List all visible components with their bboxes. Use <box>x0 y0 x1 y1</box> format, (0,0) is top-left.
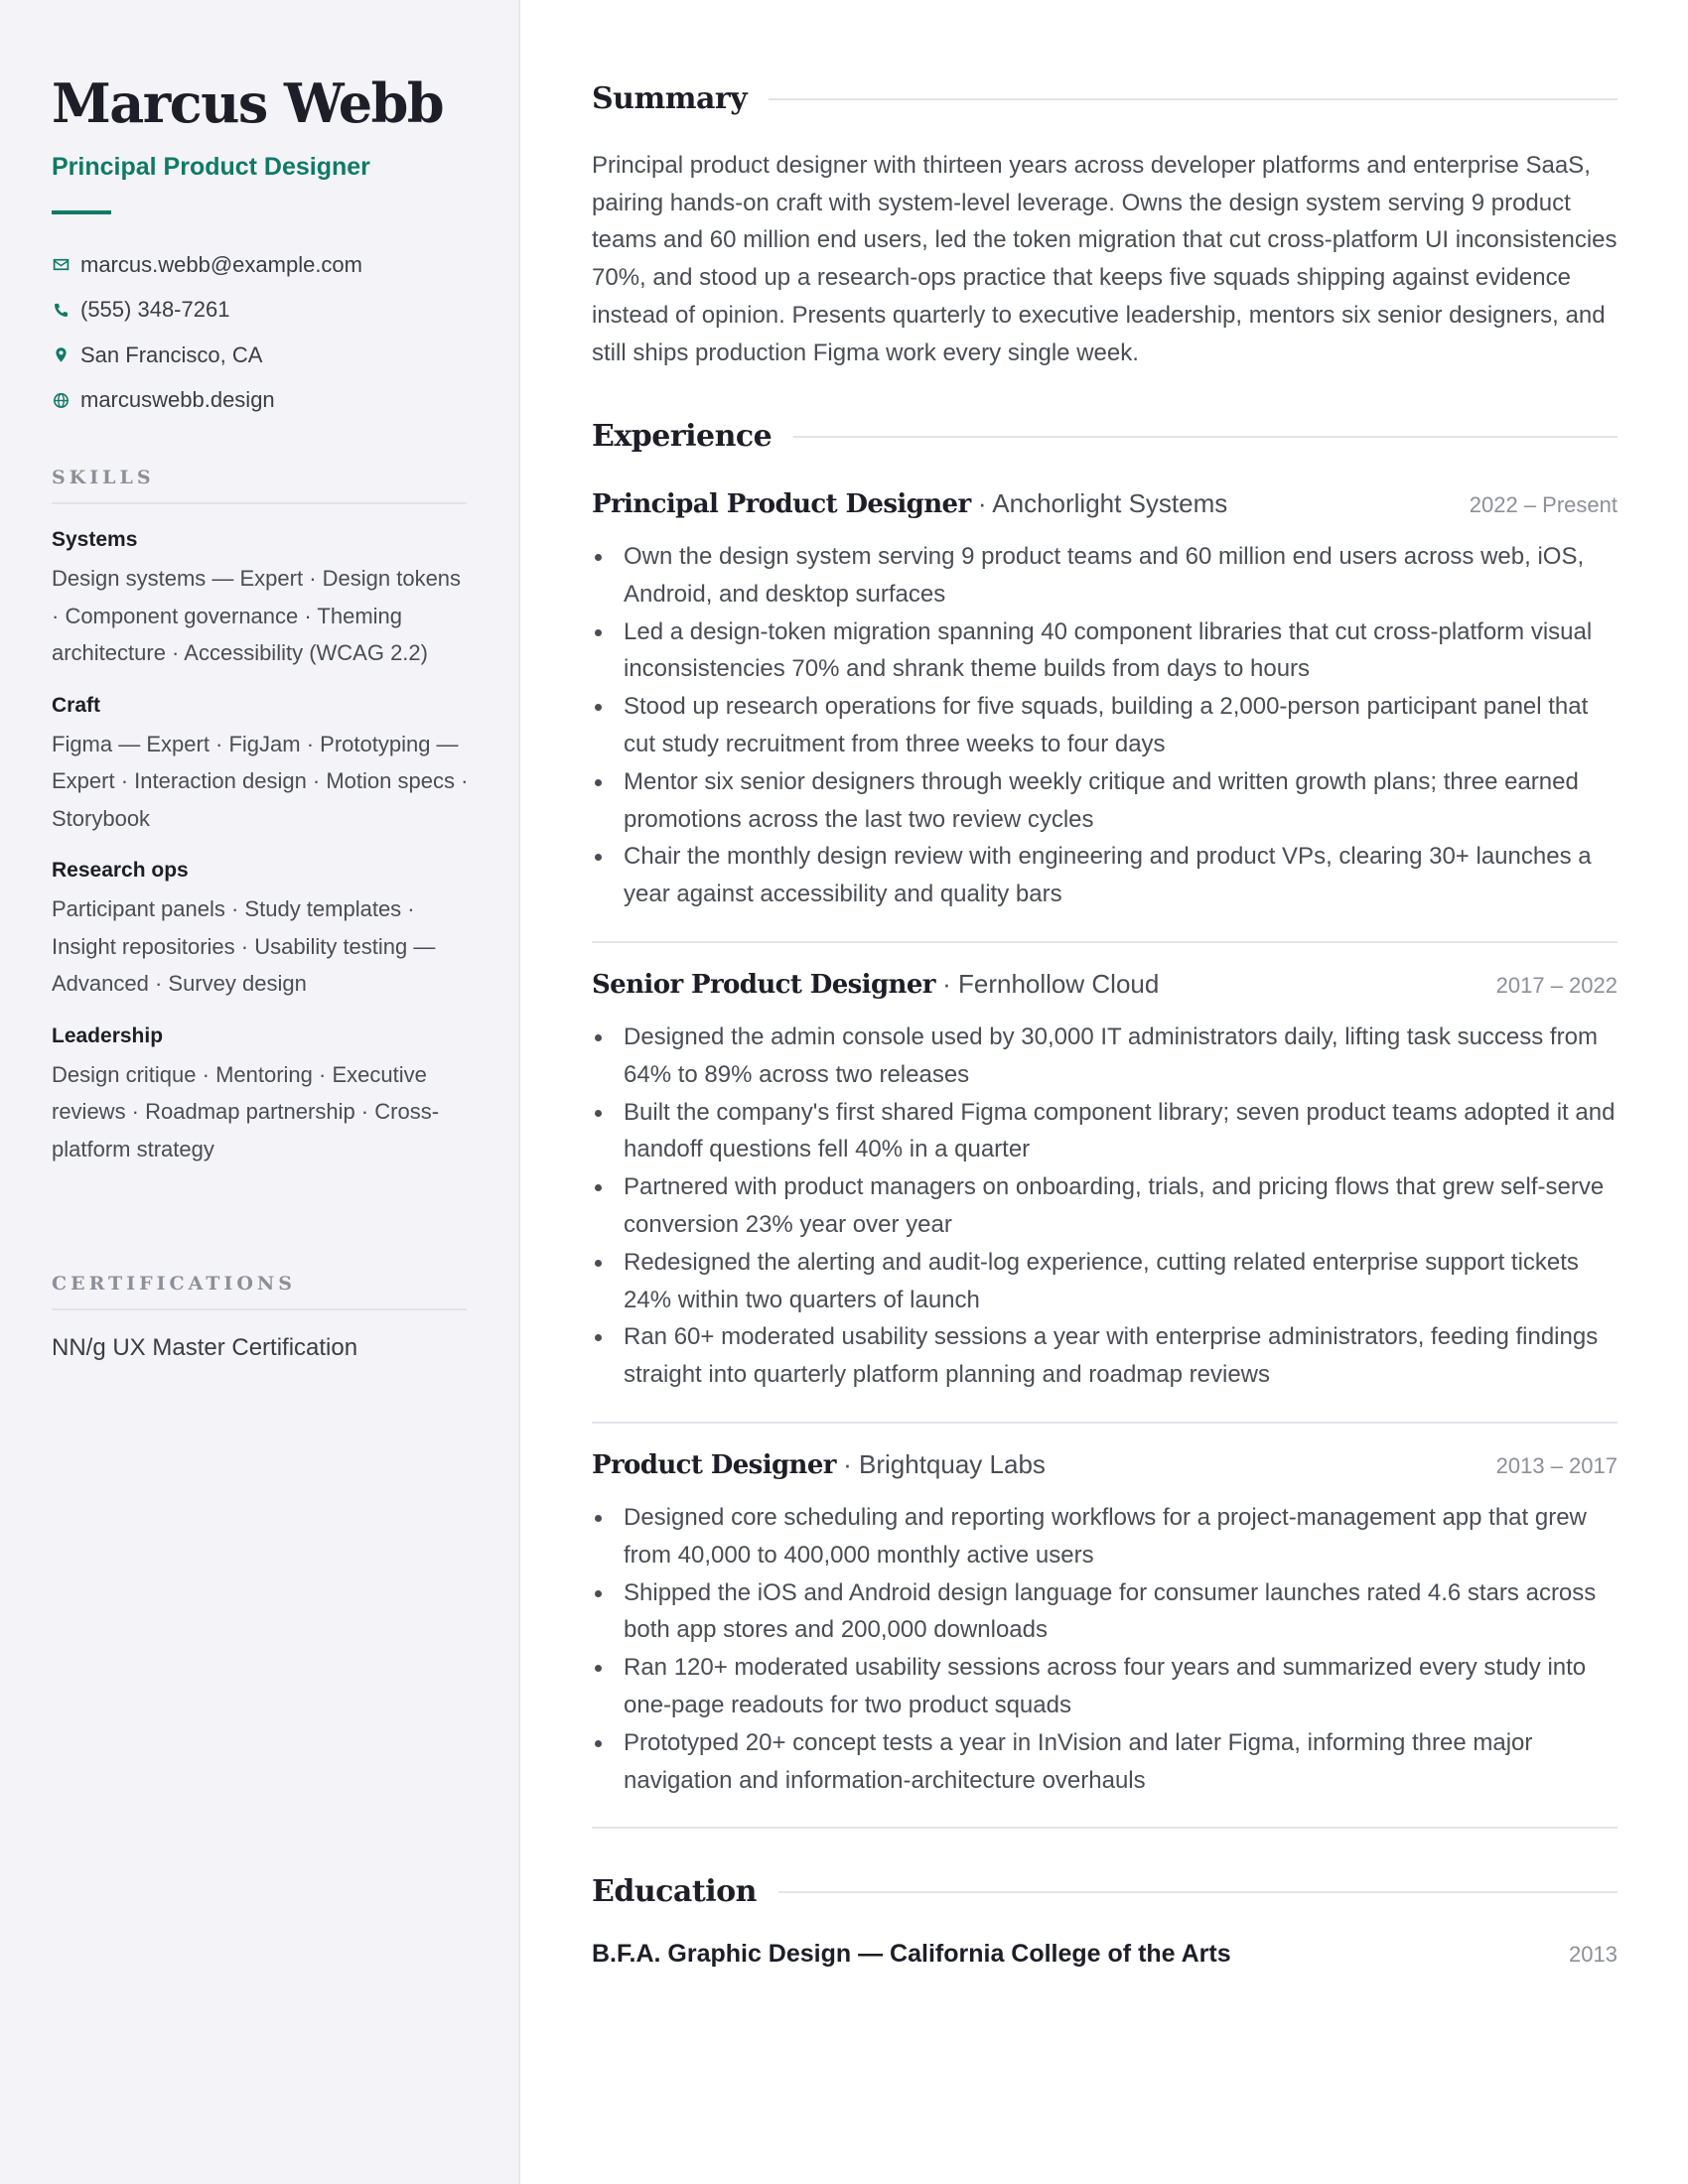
job-bullet: Ran 60+ moderated usability sessions a year with enterprise administrators, feeding findings straight into quarterly platform planning and roadmap reviews <box>592 1318 1618 1394</box>
summary-heading <box>592 81 1618 116</box>
education-year: 2013 <box>1569 1942 1618 1967</box>
sidebar <box>0 0 520 2184</box>
job-entry <box>592 969 1618 1394</box>
job-bullet: Led a design-token migration spanning 40 component libraries that cut cross-platform visual inconsistencies 70% and shrank theme builds from days to hours <box>592 614 1618 689</box>
job-bullets <box>592 538 1618 913</box>
skill-group-name: Systems <box>52 528 138 551</box>
job-title: Product Designer <box>592 1450 836 1480</box>
job-dates: 2013 – 2017 <box>1495 1453 1618 1478</box>
skill-group <box>52 1024 469 1168</box>
job-dates: 2022 – Present <box>1469 492 1618 517</box>
job-entry <box>592 1449 1618 1799</box>
skill-group <box>52 694 469 838</box>
skills-heading: SKILLS <box>52 467 467 504</box>
job-bullet: Ran 120+ moderated usability sessions across four years and summarized every study into one-page readouts for two product squads <box>592 1649 1618 1724</box>
certifications-heading: CERTIFICATIONS <box>52 1273 467 1310</box>
job-bullet: Designed core scheduling and reporting workflows for a project-management app that grew from 40,000 to 400,000 monthly active users <box>592 1499 1618 1574</box>
job-company: · Brightquay Labs <box>835 1449 1046 1479</box>
job-entry <box>592 488 1618 913</box>
summary-title: Summary <box>592 81 748 116</box>
candidate-role: Principal Product Designer <box>52 153 370 181</box>
job-divider <box>592 941 1618 943</box>
skills-list <box>52 528 469 1189</box>
job-bullet: Stood up research operations for five squads, building a 2,000-person participant panel that cut study recruitment from three weeks to four days <box>592 688 1618 763</box>
mail-icon <box>52 256 70 274</box>
skill-group-name: Leadership <box>52 1024 164 1047</box>
job-header <box>592 488 1618 530</box>
contact-website[interactable] <box>52 378 469 424</box>
skill-group <box>52 528 469 672</box>
phone-icon <box>52 301 70 319</box>
job-bullets <box>592 1019 1618 1394</box>
job-bullet: Chair the monthly design review with engineering and product VPs, clearing 30+ launches a year against accessibility and quality bars <box>592 838 1618 913</box>
job-bullet: Designed the admin console used by 30,000 IT administrators daily, lifting task success from 64% to 89% across two releases <box>592 1019 1618 1094</box>
job-bullet: Partnered with product managers on onboarding, trials, and pricing flows that grew self-serve conversion 23% year over year <box>592 1168 1618 1244</box>
job-bullet: Own the design system serving 9 product teams and 60 million end users across web, iOS, Android, and desktop surfaces <box>592 538 1618 614</box>
globe-icon <box>52 391 70 409</box>
job-bullets <box>592 1499 1618 1799</box>
contact-website-text: marcuswebb.design <box>80 387 275 413</box>
contact-location-text: San Francisco, CA <box>80 341 263 367</box>
job-company: · Anchorlight Systems <box>970 488 1228 518</box>
skill-group-items: Design systems — Expert · Design tokens · Component governance · Theming architecture · Accessibility (WCAG 2.2) <box>52 566 462 665</box>
skill-group-items: Design critique · Mentoring · Executive reviews · Roadmap partnership · Cross-platform strategy <box>52 1061 440 1161</box>
education-entry <box>592 1940 1618 1969</box>
job-dates: 2017 – 2022 <box>1495 973 1618 998</box>
education-degree: B.F.A. Graphic Design — California College of the Arts <box>592 1940 1231 1968</box>
job-company: · Fernhollow Cloud <box>934 969 1160 999</box>
skill-group-items: Participant panels · Study templates · Insight repositories · Usability testing — Advanced · Survey design <box>52 896 436 996</box>
summary-text: Principal product designer with thirteen years across developer platforms and enterprise SaaS, pairing hands-on craft with system-level leverage. Owns the design system serving 9 product teams and 60 million end users, led the token migration that cut cross-platform UI inconsistencies 70%, and stood up a research-ops practice that keeps five squads shipping against evidence instead of opinion. Presents quarterly to executive leadership, mentors six senior designers, and still ships production Figma work every single week. <box>592 152 1618 366</box>
experience-heading <box>592 419 1618 454</box>
job-bullet: Built the company's first shared Figma component library; seven product teams adopted it and handoff questions fell 40% in a quarter <box>592 1094 1618 1169</box>
skill-group-items: Figma — Expert · FigJam · Prototyping — Expert · Interaction design · Motion specs · Storybook <box>52 731 469 831</box>
contact-email[interactable] <box>52 242 469 288</box>
contact-location <box>52 333 469 378</box>
job-title: Principal Product Designer <box>592 489 971 519</box>
skill-group <box>52 859 469 1003</box>
skill-group-name: Research ops <box>52 859 189 882</box>
job-divider <box>592 1827 1618 1829</box>
job-header <box>592 969 1618 1011</box>
accent-rule <box>52 210 111 214</box>
candidate-name: Marcus Webb <box>52 71 444 135</box>
skill-group-name: Craft <box>52 693 101 717</box>
job-title: Senior Product Designer <box>592 970 935 1000</box>
heading-rule <box>778 1891 1618 1893</box>
education-heading <box>592 1874 1618 1909</box>
contact-list <box>52 242 469 423</box>
job-divider <box>592 1422 1618 1424</box>
job-bullet: Prototyped 20+ concept tests a year in InVision and later Figma, informing three major navigation and information-architecture overhauls <box>592 1724 1618 1800</box>
job-bullet: Shipped the iOS and Android design language for consumer launches rated 4.6 stars across both app stores and 200,000 downloads <box>592 1574 1618 1650</box>
location-pin-icon <box>52 346 70 364</box>
job-header <box>592 1449 1618 1491</box>
contact-phone-text: (555) 348-7261 <box>80 297 230 323</box>
job-bullet: Mentor six senior designers through weekly critique and written growth plans; three earned promotions across the last two review cycles <box>592 763 1618 839</box>
job-bullet: Redesigned the alerting and audit-log experience, cutting related enterprise support tickets 24% within two quarters of launch <box>592 1244 1618 1319</box>
education-title: Education <box>592 1874 757 1909</box>
contact-phone[interactable] <box>52 288 469 334</box>
experience-title: Experience <box>592 419 773 454</box>
heading-rule <box>769 98 1618 100</box>
contact-email-text: marcus.webb@example.com <box>80 251 362 277</box>
heading-rule <box>793 436 1618 438</box>
certification-item: NN/g UX Master Certification <box>52 1334 358 1361</box>
